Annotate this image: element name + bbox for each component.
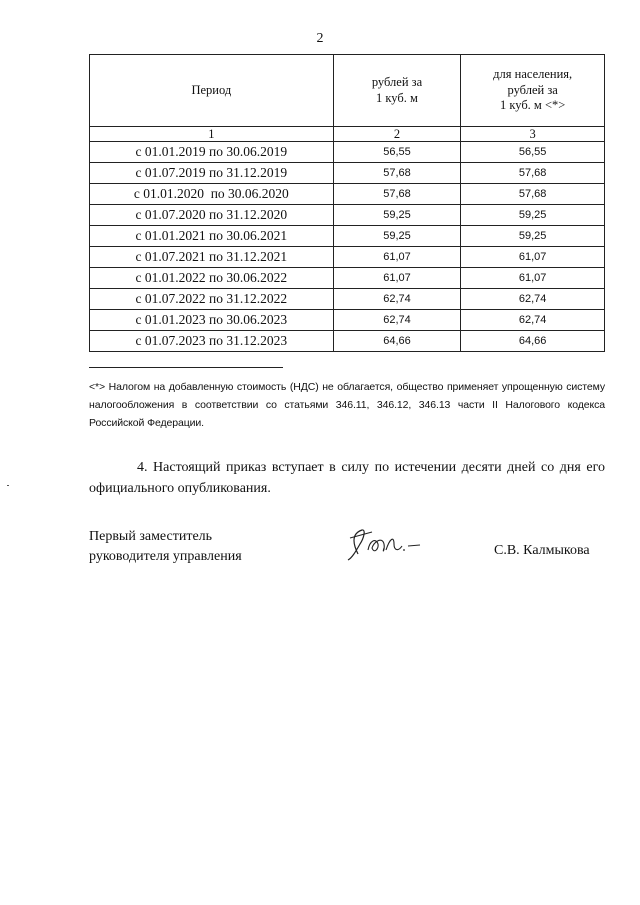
tariff-table [89, 54, 605, 352]
signatory-name: С.В. Калмыкова [494, 543, 590, 558]
period-cell: с 01.07.2023 по 31.12.2023 [90, 331, 334, 352]
table-row [90, 163, 605, 184]
header-population-rate-label: для населения, рублей за 1 куб. м <*> [493, 67, 573, 113]
table-row [90, 226, 605, 247]
table-row [90, 310, 605, 331]
header-period-label: Период [191, 82, 232, 97]
population-rate-cell: 62,74 [461, 289, 605, 310]
column-number: 3 [461, 127, 605, 142]
rate-cell: 57,68 [333, 163, 461, 184]
period-cell: с 01.01.2022 по 30.06.2022 [90, 268, 334, 289]
population-rate-cell: 56,55 [461, 142, 605, 163]
period-cell: с 01.01.2023 по 30.06.2023 [90, 310, 334, 331]
table-row [90, 247, 605, 268]
population-rate-cell: 57,68 [461, 184, 605, 205]
order-clause: 4. Настоящий приказ вступает в силу по истечении десяти дней со дня его официального опубликования. [89, 460, 605, 496]
population-rate-cell: 62,74 [461, 310, 605, 331]
rate-cell: 62,74 [333, 310, 461, 331]
period-cell: с 01.07.2019 по 31.12.2019 [90, 163, 334, 184]
page-number: 2 [316, 31, 324, 46]
signatory-title [89, 527, 242, 567]
rate-cell: 56,55 [333, 142, 461, 163]
table-row [90, 205, 605, 226]
header-population-rate [461, 55, 605, 127]
margin-mark [7, 485, 9, 486]
column-number: 2 [333, 127, 461, 142]
population-rate-cell: 57,68 [461, 163, 605, 184]
period-cell: с 01.07.2020 по 31.12.2020 [90, 205, 334, 226]
header-period [90, 55, 334, 127]
table-row [90, 331, 605, 352]
period-cell: с 01.07.2022 по 31.12.2022 [90, 289, 334, 310]
period-cell: с 01.01.2019 по 30.06.2019 [90, 142, 334, 163]
table-row [90, 268, 605, 289]
population-rate-cell: 64,66 [461, 331, 605, 352]
population-rate-cell: 59,25 [461, 205, 605, 226]
period-cell: с 01.01.2021 по 30.06.2021 [90, 226, 334, 247]
column-number: 1 [90, 127, 334, 142]
header-rate-label: рублей за 1 куб. м [371, 74, 423, 105]
population-rate-cell: 61,07 [461, 247, 605, 268]
rate-cell: 61,07 [333, 247, 461, 268]
signatory-title-line: Первый заместитель [89, 529, 213, 544]
rate-cell: 62,74 [333, 289, 461, 310]
rate-cell: 57,68 [333, 184, 461, 205]
period-cell: с 01.07.2021 по 31.12.2021 [90, 247, 334, 268]
rate-cell: 59,25 [333, 205, 461, 226]
rate-cell: 64,66 [333, 331, 461, 352]
population-rate-cell: 59,25 [461, 226, 605, 247]
period-cell: с 01.01.2020 по 30.06.2020 [90, 184, 334, 205]
footnote-text: <*> Налогом на добавленную стоимость (НДС) не облагается, общество применяет упрощенную систему налогообложения в соответствии со статьями 346.11, 346.12, 346.13 части II Налогового кодекса Российской Федерации. [89, 381, 605, 429]
table-row [90, 289, 605, 310]
header-rate [333, 55, 461, 127]
footnote-divider [89, 367, 283, 368]
table-row [90, 142, 605, 163]
signatory-title-line: руководителя управления [89, 549, 242, 564]
population-rate-cell: 61,07 [461, 268, 605, 289]
handwritten-signature [340, 524, 430, 564]
table-row [90, 184, 605, 205]
rate-cell: 59,25 [333, 226, 461, 247]
rate-cell: 61,07 [333, 268, 461, 289]
